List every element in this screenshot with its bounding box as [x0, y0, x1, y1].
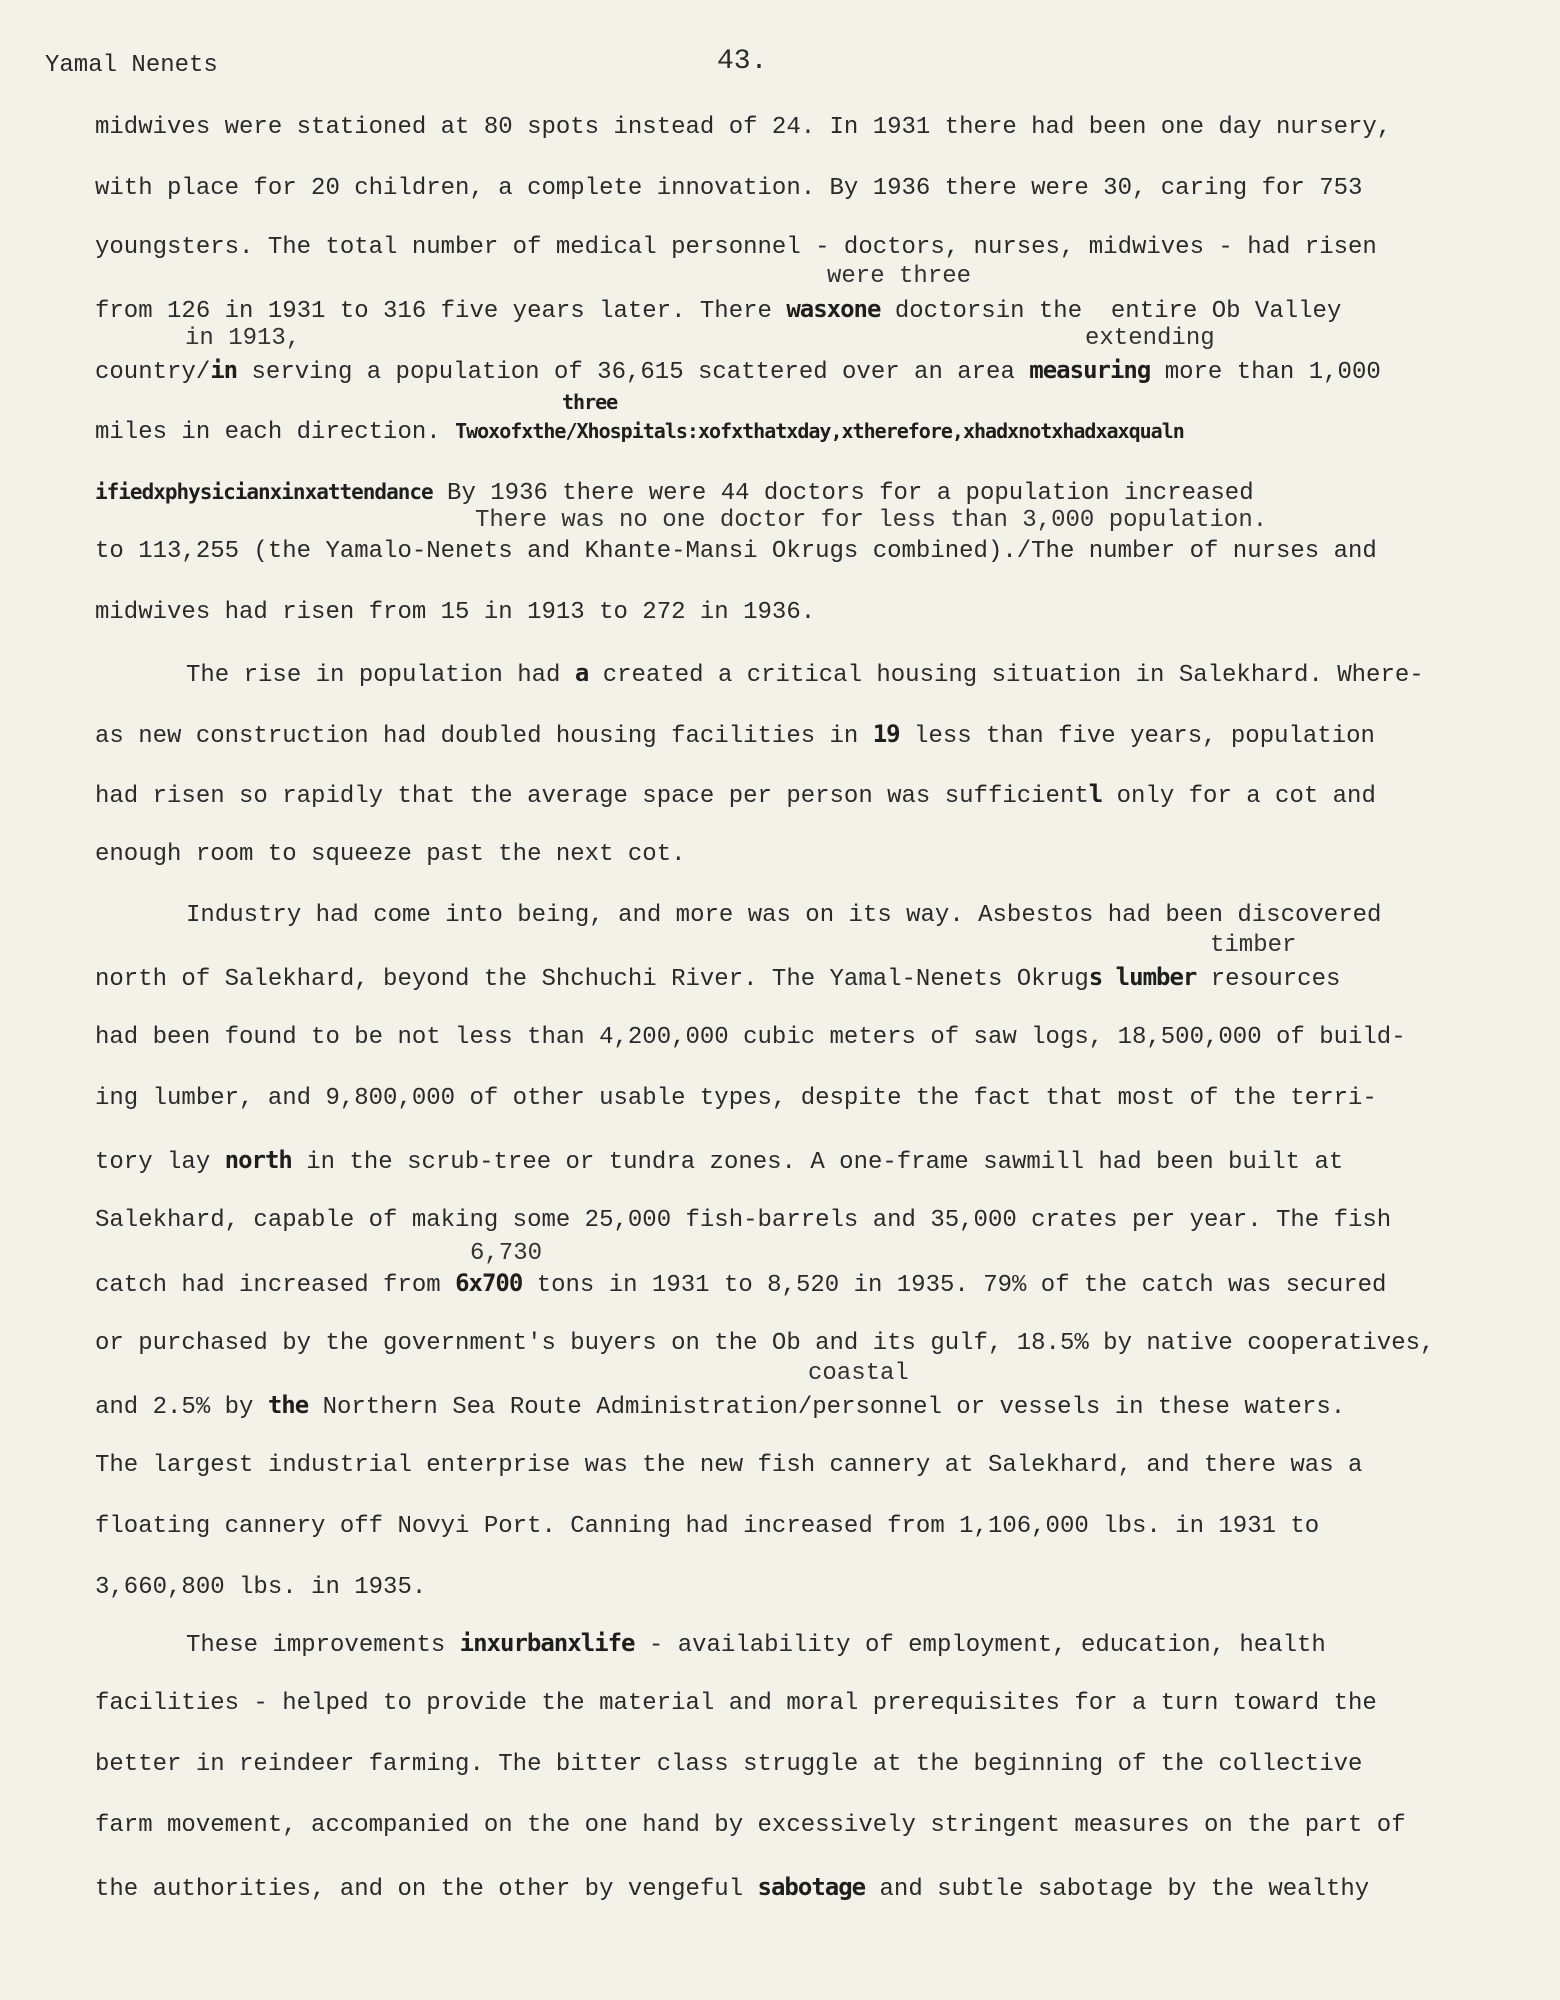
- interlinear-insertion: 6,730: [470, 1240, 543, 1267]
- struck-text: s lumber: [1088, 963, 1197, 991]
- text-line: with place for 20 children, a complete innovation. By 1936 there were 30, caring for 753: [95, 175, 1363, 202]
- interlinear-insertion: There was no one doctor for less than 3,000 population.: [475, 507, 1268, 534]
- text-line: ing lumber, and 9,800,000 of other usable types, despite the fact that most of the terri-: [95, 1085, 1377, 1112]
- text-line: the authorities, and on the other by vengeful sabotage and subtle sabotage by the wealthy: [95, 1873, 1370, 1903]
- struck-text: l: [1088, 780, 1103, 808]
- struck-text: wasxone: [786, 295, 881, 323]
- text-line: youngsters. The total number of medical personnel - doctors, nurses, midwives - had risen: [95, 234, 1377, 261]
- text-line: and 2.5% by the Northern Sea Route Administration/personnel or vessels in these waters.: [95, 1391, 1346, 1421]
- text-line: enough room to squeeze past the next cot.: [95, 841, 686, 868]
- text-line: midwives had risen from 15 in 1913 to 272 in 1936.: [95, 599, 816, 626]
- struck-text: 19: [872, 720, 900, 748]
- struck-text: Twoxofxthe/Xhospitals:xofxthatxday,xtherefore,xhadxnotxhadxaxqualn: [455, 419, 1184, 443]
- struck-text: 6x700: [455, 1269, 523, 1297]
- page-number: 43.: [717, 46, 768, 77]
- text-line: from 126 in 1931 to 316 five years later. There wasxone doctorsin the entire Ob Valley: [95, 295, 1342, 325]
- struck-text: in: [210, 356, 238, 384]
- text-line: ifiedxphysicianxinxattendance By 1936 there were 44 doctors for a population increased: [95, 480, 1254, 507]
- text-line: had been found to be not less than 4,200,000 cubic meters of saw logs, 18,500,000 of build-: [95, 1024, 1406, 1051]
- struck-text: north: [224, 1146, 292, 1174]
- text-line: midwives were stationed at 80 spots instead of 24. In 1931 there had been one day nursery,: [95, 114, 1392, 141]
- interlinear-insertion: were three: [827, 263, 972, 290]
- text-line: as new construction had doubled housing facilities in 19 less than five years, population: [95, 720, 1375, 750]
- interlinear-insertion: coastal: [808, 1360, 909, 1387]
- text-line: facilities - helped to provide the material and moral prerequisites for a turn toward the: [95, 1690, 1377, 1717]
- text-line: north of Salekhard, beyond the Shchuchi River. The Yamal-Nenets Okrugs lumber resources: [95, 963, 1341, 993]
- struck-insertion: three: [562, 390, 618, 414]
- text-line: Salekhard, capable of making some 25,000 fish-barrels and 35,000 crates per year. The fish: [95, 1207, 1392, 1234]
- struck-text: measuring: [1029, 356, 1151, 384]
- text-line: farm movement, accompanied on the one hand by excessively stringent measures on the part of: [95, 1812, 1406, 1839]
- text-line: or purchased by the government's buyers on the Ob and its gulf, 18.5% by native cooperatives,: [95, 1330, 1435, 1357]
- struck-text: ifiedxphysicianxinxattendance: [95, 480, 433, 504]
- text-line: These improvements inxurbanxlife - availability of employment, education, health: [186, 1629, 1326, 1659]
- text-line: to 113,255 (the Yamalo-Nenets and Khante-Mansi Okrugs combined)./The number of nurses and: [95, 538, 1377, 565]
- struck-text: the: [267, 1391, 309, 1419]
- text-line: The largest industrial enterprise was the new fish cannery at Salekhard, and there was a: [95, 1452, 1363, 1479]
- text-line: 3,660,800 lbs. in 1935.: [95, 1574, 427, 1601]
- text-line: The rise in population had a created a critical housing situation in Salekhard. Where-: [186, 659, 1424, 689]
- text-line: country/in serving a population of 36,615 scattered over an area measuring more than 1,000: [95, 356, 1381, 386]
- text-line: floating cannery off Novyi Port. Canning had increased from 1,106,000 lbs. in 1931 to: [95, 1513, 1320, 1540]
- struck-text: inxurbanxlife: [459, 1629, 635, 1657]
- text-line: catch had increased from 6x700 tons in 1931 to 8,520 in 1935. 79% of the catch was secured: [95, 1269, 1387, 1299]
- text-line: tory lay north in the scrub-tree or tundra zones. A one-frame sawmill had been built at: [95, 1146, 1344, 1176]
- text-line: had risen so rapidly that the average space per person was sufficientl only for a cot and: [95, 780, 1376, 810]
- running-title: Yamal Nenets: [45, 52, 218, 79]
- struck-text: a: [574, 659, 589, 687]
- interlinear-insertion: timber: [1210, 932, 1297, 959]
- text-line: better in reindeer farming. The bitter class struggle at the beginning of the collective: [95, 1751, 1363, 1778]
- interlinear-insertion: in 1913,: [185, 325, 301, 352]
- interlinear-insertion: extending: [1085, 325, 1215, 352]
- text-line: miles in each direction. Twoxofxthe/Xhospitals:xofxthatxday,xtherefore,xhadxnotxhadxaxqualn: [95, 419, 1184, 446]
- struck-text: sabotage: [757, 1873, 866, 1901]
- text-line: Industry had come into being, and more was on its way. Asbestos had been discovered: [186, 902, 1382, 929]
